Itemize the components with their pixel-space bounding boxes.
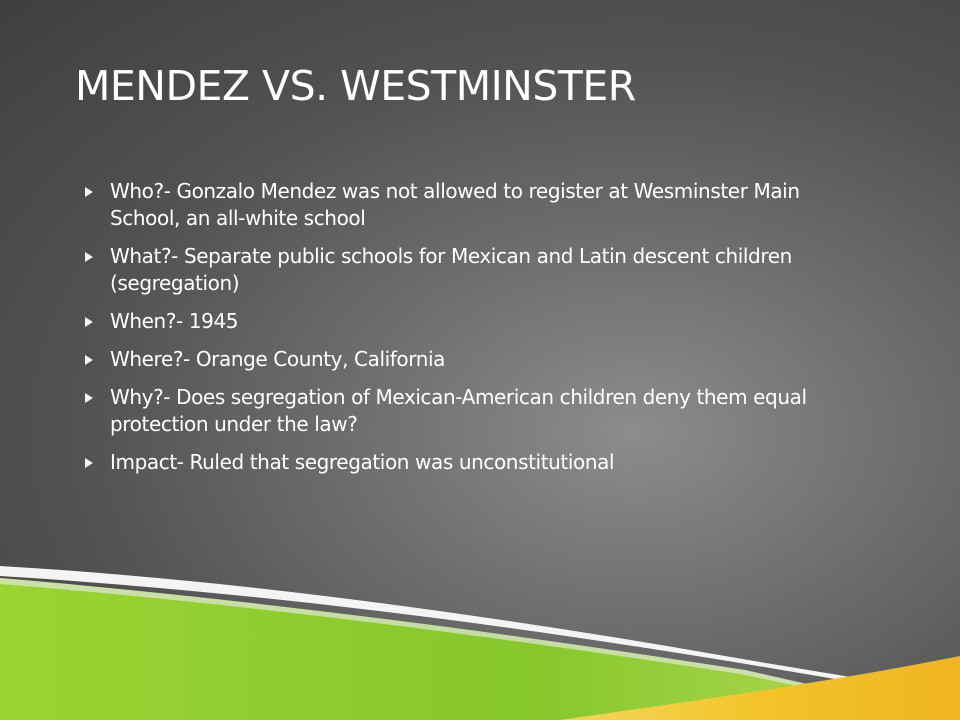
bullet-text: Where?- Orange County, California bbox=[110, 347, 446, 371]
slide-title: MENDEZ VS. WESTMINSTER bbox=[75, 62, 636, 110]
bullet-text: When?- 1945 bbox=[110, 309, 239, 333]
bullet-text: Why?- Does segregation of Mexican-American children deny them equal protection under the law? bbox=[110, 385, 807, 436]
bullet-text: Impact- Ruled that segregation was unconstitutional bbox=[110, 450, 615, 474]
bullet-text: What?- Separate public schools for Mexican and Latin descent children (segregation) bbox=[110, 244, 792, 295]
bullet-text: Who?- Gonzalo Mendez was not allowed to register at Wesminster Main School, an all-white school bbox=[110, 179, 800, 230]
